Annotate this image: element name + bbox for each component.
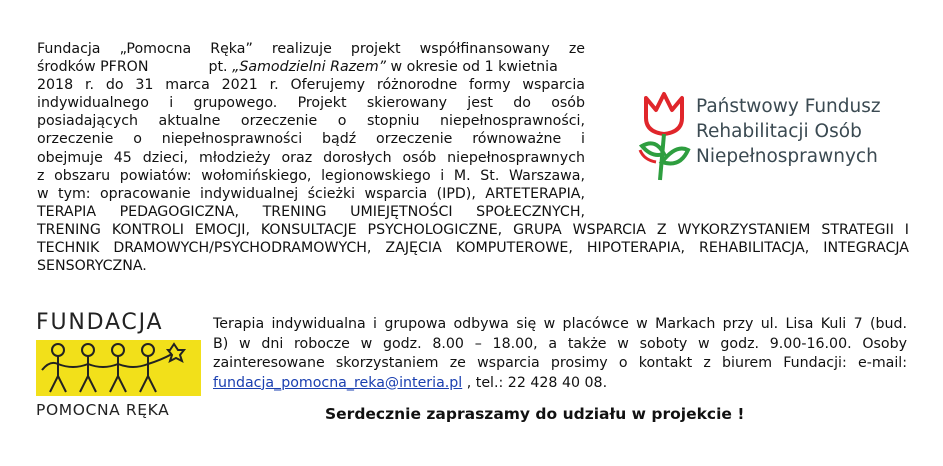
text-line bbox=[37, 58, 909, 76]
text-fragment: środków PFRON bbox=[37, 59, 149, 76]
fundacja-logo bbox=[34, 308, 206, 420]
text-line: 2018 r. do 31 marca 2021 r. Oferujemy różnorodne formy wsparcia bbox=[37, 77, 585, 94]
text-line: SENSORYCZNA. bbox=[37, 258, 147, 275]
pfron-name-line: Niepełnosprawnych bbox=[696, 146, 878, 167]
text-line: zainteresowane skorzystaniem ze wsparcia prosimy o kontakt z biurem Fundacji: e-mail: bbox=[213, 355, 907, 371]
text-line: TERAPIA PEDAGOGICZNA, TRENING UMIEJĘTNOŚCI SPOŁECZNYCH, bbox=[37, 203, 585, 220]
text-line: TRENING KONTROLI EMOCJI, KONSULTACJE PSYCHOLOGICZNE, GRUPA WSPARCIA Z WYKORZYSTANIEM STRATEGII I bbox=[37, 221, 909, 238]
text-fragment: pt. bbox=[208, 59, 233, 76]
text-fragment: w okresie od 1 kwietnia bbox=[386, 59, 558, 76]
text-line: TECHNIK DRAMOWYCH/PSYCHODRAMOWYCH, ZAJĘCIA KOMPUTEROWE, HIPOTERAPIA, REHABILITACJA, INTEGRACJA bbox=[37, 240, 909, 257]
project-title: „Samodzielni Razem” bbox=[232, 59, 387, 76]
pfron-name-line: Rehabilitacji Osób bbox=[696, 121, 862, 142]
text-line: B) w dni robocze w godz. 8.00 – 18.00, a także w soboty w godz. 9.00-16.00. Osoby bbox=[213, 335, 907, 352]
text-line: obejmuje 45 dzieci, młodzieży oraz dorosłych osób niepełnosprawnych bbox=[37, 149, 585, 166]
tulip-icon bbox=[636, 88, 692, 188]
pfron-logo bbox=[636, 88, 896, 188]
phone-text: , tel.: 22 428 40 08. bbox=[462, 374, 608, 391]
text-line: Fundacja „Pomocna Ręka” realizuje projekt współfinansowany ze bbox=[37, 41, 585, 57]
text-line: Terapia indywidualna i grupowa odbywa się w placówce w Markach przy ul. Lisa Kuli 7 (bud. bbox=[213, 316, 907, 332]
contact-info bbox=[213, 315, 907, 393]
text-line: posiadających aktualne orzeczenie o stopniu niepełnosprawności, bbox=[37, 113, 585, 130]
text-line: z obszaru powiatów: wołomińskiego, legionowskiego i M. St. Warszawa, bbox=[37, 167, 585, 184]
fundacja-logo-subtitle: POMOCNA RĘKA bbox=[36, 401, 170, 419]
fundacja-logo-title: FUNDACJA bbox=[36, 310, 164, 335]
text-line bbox=[213, 374, 907, 394]
pfron-name bbox=[696, 94, 881, 169]
text-line: orzeczenie o niepełnosprawności bądź orzeczenie równoważne i bbox=[37, 131, 585, 148]
text-line: w tym: opracowanie indywidualnej ścieżki wsparcia (IPD), ARTETERAPIA, bbox=[37, 185, 585, 202]
email-link[interactable]: fundacja_pomocna_reka@interia.pl bbox=[213, 374, 463, 391]
text-line: indywidualnego i grupowego. Projekt skierowany jest do osób bbox=[37, 95, 585, 112]
pfron-name-line: Państwowy Fundusz bbox=[696, 96, 881, 117]
fundacja-logo-figures bbox=[36, 340, 201, 396]
closing-invitation: Serdecznie zapraszamy do udziału w projekcie ! bbox=[325, 405, 745, 423]
people-holding-hands-icon bbox=[36, 340, 201, 396]
